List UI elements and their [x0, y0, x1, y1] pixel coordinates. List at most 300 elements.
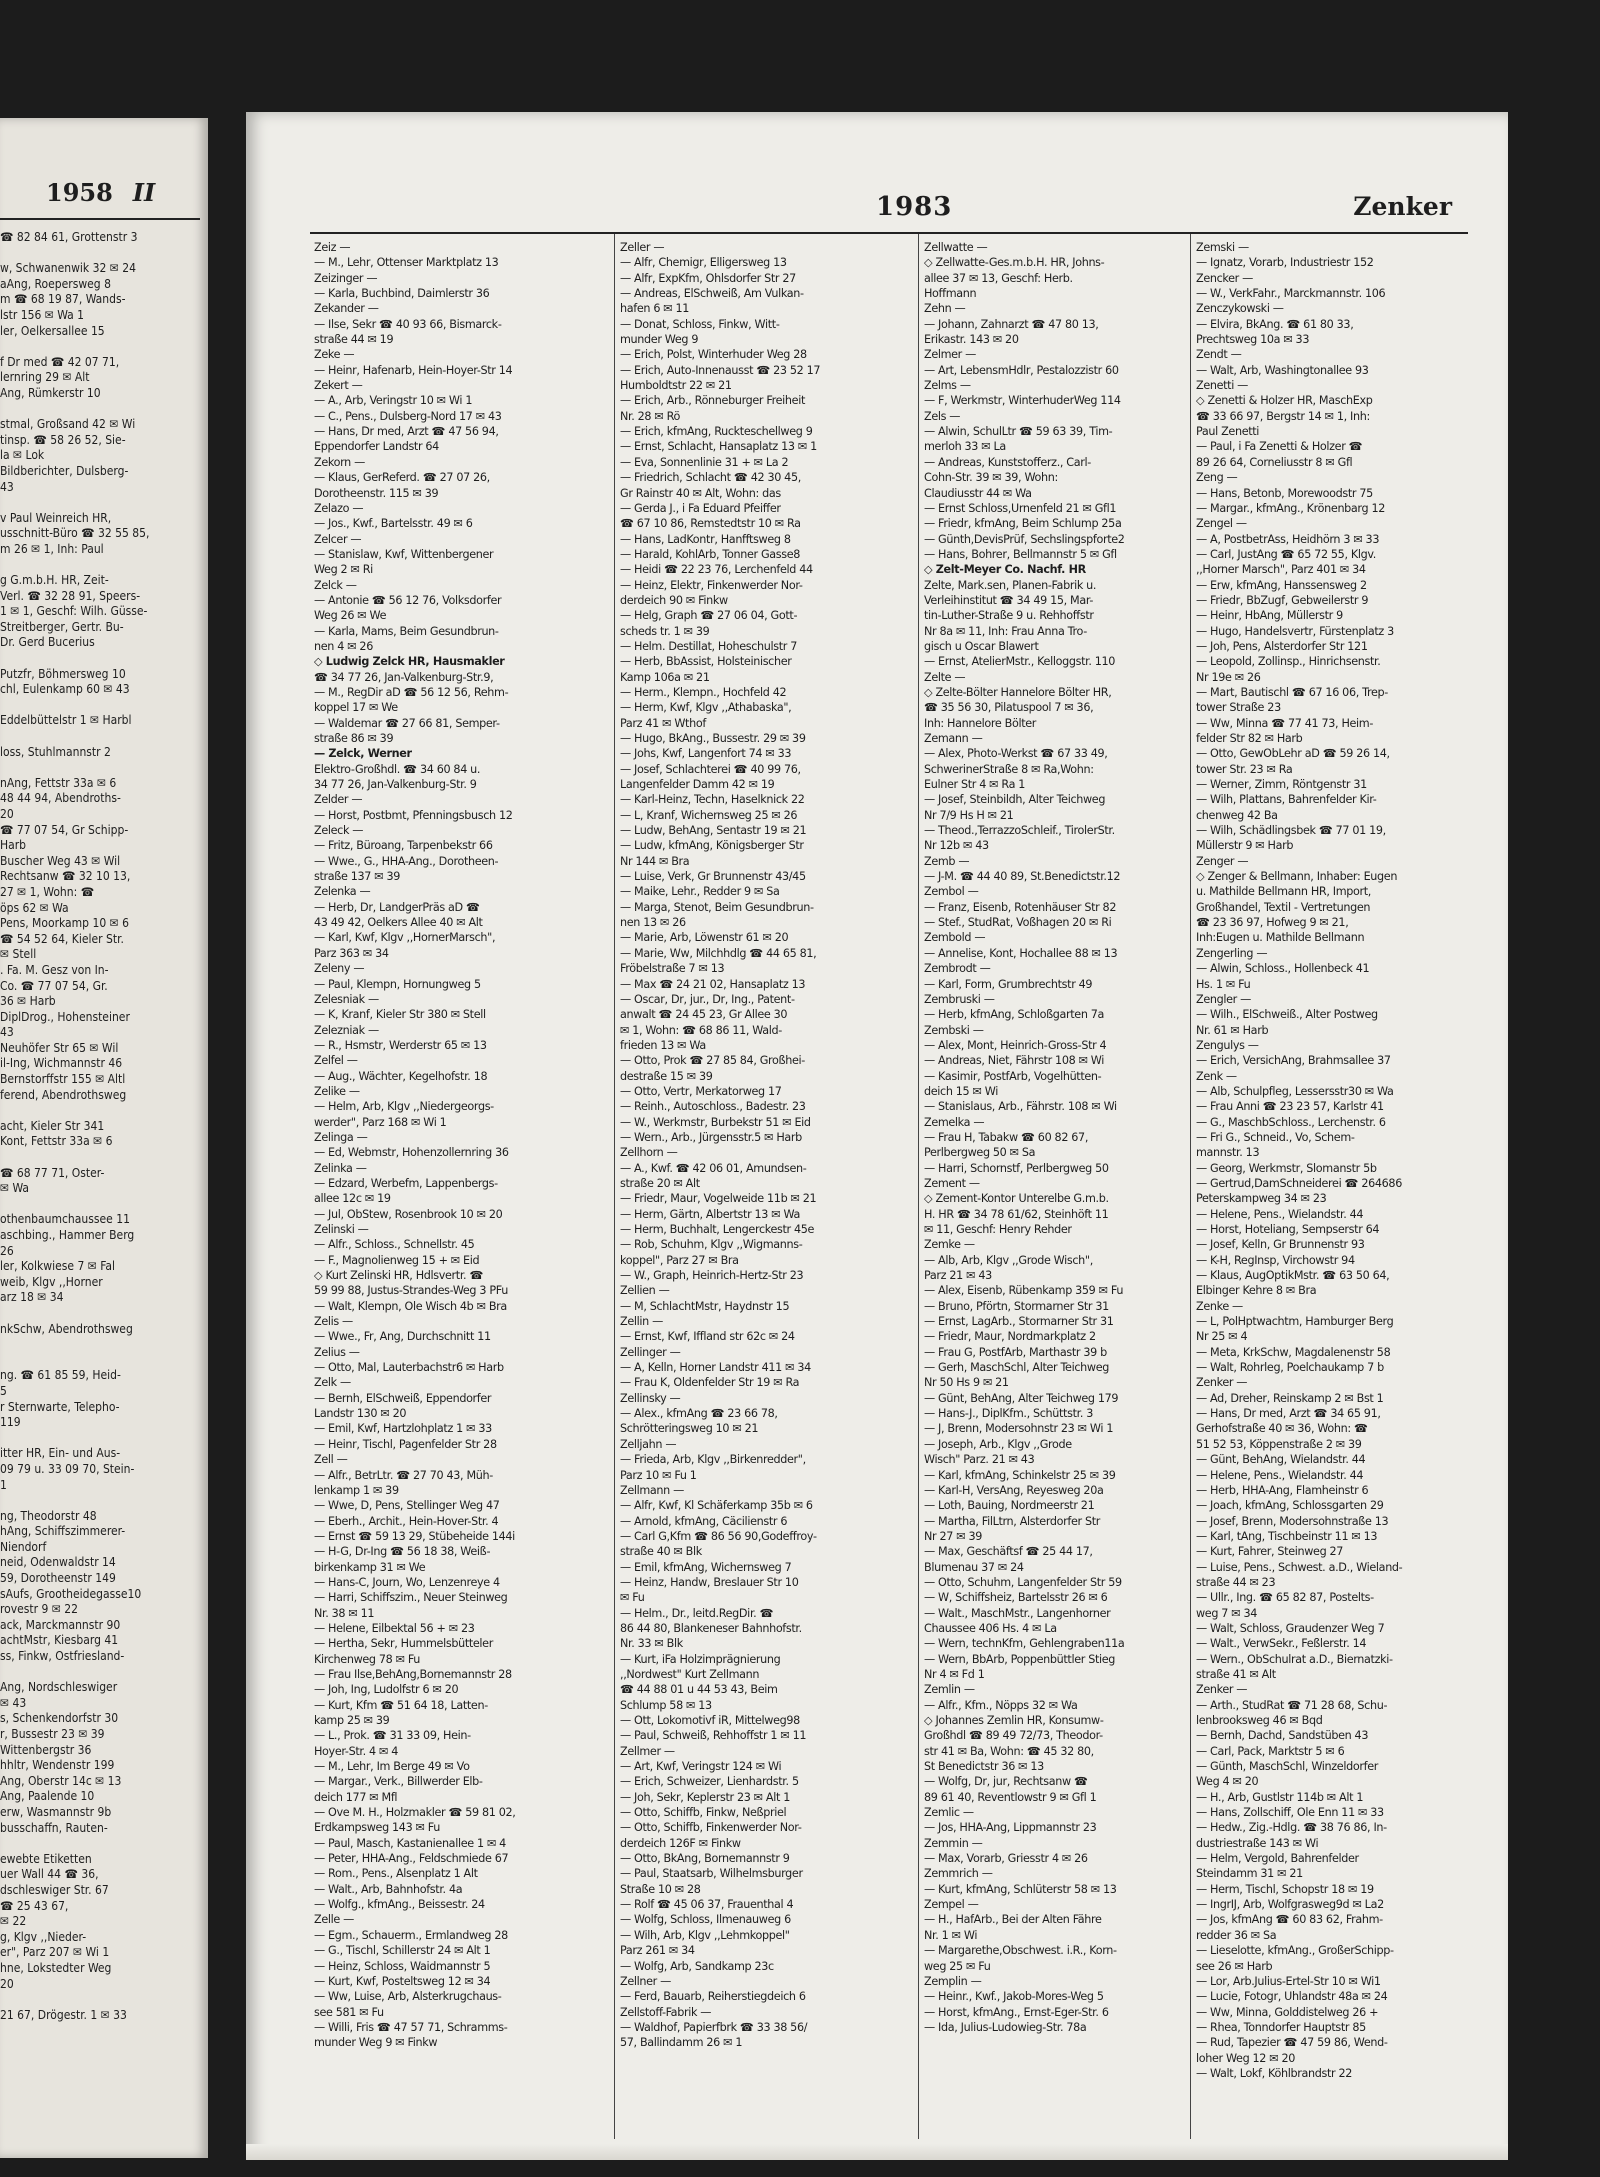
left-page-line: ✉ 43: [0, 1695, 27, 1710]
directory-entry: — Antonie ☎ 56 12 76, Volksdorfer: [314, 593, 502, 607]
surname-heading: Zeke —: [314, 348, 355, 362]
directory-entry: — Friedr, Maur, Nordmarkplatz 2: [924, 1330, 1096, 1344]
directory-entry: — L., Prok. ☎ 31 33 09, Hein-: [314, 1729, 471, 1743]
directory-entry: Paul Zenetti: [1196, 425, 1260, 439]
surname-heading: Zenk —: [1196, 1069, 1237, 1083]
directory-entry: ✉ 11, Geschf: Henry Rehder: [924, 1223, 1072, 1236]
directory-entry: — R., Hsmstr, Werderstr 65 ✉ 13: [314, 1038, 487, 1052]
directory-entry: — Paul, Masch, Kastanienallee 1 ✉ 4: [314, 1836, 506, 1850]
directory-entry: — W., Werkmstr, Burbekstr 51 ✉ Eid: [620, 1115, 811, 1129]
directory-entry: — Hans-C, Journ, Wo, Lenzenreye 4: [314, 1575, 500, 1589]
directory-entry: — M., RegDir aD ☎ 56 12 56, Rehm-: [314, 685, 509, 699]
left-page-line: [0, 1306, 200, 1322]
directory-entry: — Walt, Arb, Washingtonallee 93: [1196, 363, 1369, 377]
directory-entry: — Ludw, kfmAng, Königsberger Str: [620, 839, 804, 853]
left-page: [0, 118, 208, 2158]
directory-entry: — Alfr., Kfm., Nöpps 32 ✉ Wa: [924, 1698, 1078, 1712]
directory-entry: — Herm., Klempn., Hochfeld 42: [620, 685, 787, 699]
column-divider: [918, 234, 919, 2139]
left-page-line: 119: [0, 1415, 21, 1430]
left-page-line: [0, 1431, 200, 1447]
surname-heading: Zelesniak —: [314, 992, 379, 1006]
directory-entry: — Günt, BehAng, Alter Teichweg 179: [924, 1391, 1119, 1405]
left-page-line: ler, Kolkwiese 7 ✉ Fal: [0, 1259, 115, 1274]
directory-entry: H. HR ☎ 34 78 61/62, Steinhöft 11: [924, 1207, 1109, 1221]
left-page-line: Buscher Weg 43 ✉ Wil: [0, 853, 121, 868]
surname-heading: Zellmann —: [620, 1483, 684, 1497]
directory-entry: — Alwin, SchulLtr ☎ 59 63 39, Tim-: [924, 425, 1113, 439]
left-page-line: f Dr med ☎ 42 07 71,: [0, 354, 120, 369]
directory-entry: tin-Luther-Straße 9 u. Rehhoffstr: [924, 609, 1094, 623]
left-page-line: [0, 1103, 200, 1119]
directory-entry: — Josef, Schlachterei ☎ 40 99 76,: [620, 762, 801, 776]
directory-entry: — Paul, Schweiß, Rehhoffstr 1 ✉ 11: [620, 1729, 807, 1743]
directory-entry: Weg 26 ✉ We: [314, 609, 387, 623]
left-page-line: aAng, Roepersweg 8: [0, 276, 111, 291]
directory-entry: ☎ 35 56 30, Pilatuspool 7 ✉ 36,: [924, 701, 1094, 715]
directory-entry: weg 25 ✉ Fu: [924, 1959, 991, 1973]
surname-heading: Zelle —: [314, 1913, 354, 1927]
directory-entry: — Otto, BkAng, Bornemannstr 9: [620, 1852, 790, 1866]
directory-entry: — Heinz, Elektr, Finkenwerder Nor-: [620, 578, 803, 592]
directory-entry: — Friedr, kfmAng, Beim Schlump 25a: [924, 517, 1122, 531]
left-page-line: hne, Lokstedter Weg: [0, 1960, 112, 1975]
directory-entry: — Wern, technKfm, Gehlengraben11a: [924, 1637, 1125, 1651]
directory-entry: — Arnold, kfmAng, Cäcilienstr 6: [620, 1514, 788, 1528]
directory-entry: — Joach, kfmAng, Schlossgarten 29: [1196, 1499, 1384, 1513]
directory-column-3: [924, 240, 1216, 2035]
left-page-line: [0, 495, 200, 511]
directory-entry: kamp 25 ✉ 39: [314, 1714, 390, 1727]
directory-entry: koppel 17 ✉ We: [314, 701, 398, 715]
directory-entry: — Walt., Arb, Bahnhofstr. 4a: [314, 1882, 463, 1896]
left-page-line: 5: [0, 1383, 7, 1398]
left-page-line: weib, Klgv ,,Horner: [0, 1274, 103, 1289]
directory-entry: u. Mathilde Bellmann HR, Import,: [1196, 885, 1371, 899]
directory-entry: Großhandel, Textil - Vertretungen: [1196, 900, 1371, 914]
directory-entry: Kirchenweg 78 ✉ Fu: [314, 1652, 421, 1666]
left-page-header: [46, 178, 155, 207]
directory-entry: — Horst, kfmAng., Ernst-Eger-Str. 6: [924, 2005, 1109, 2019]
directory-entry: — Kurt, Kfm ☎ 51 64 18, Latten-: [314, 1698, 488, 1712]
directory-entry: — L, Kranf, Wichernsweg 25 ✉ 26: [620, 808, 798, 822]
column-divider: [614, 234, 615, 2139]
left-page-line: arz 18 ✉ 34: [0, 1290, 64, 1305]
directory-entry: — Walt, Lokf, Köhlbrandstr 22: [1196, 2066, 1352, 2080]
directory-entry: — L, PolHptwachtm, Hamburger Berg: [1196, 1315, 1394, 1329]
surname-heading: Zengerling —: [1196, 946, 1268, 960]
directory-entry: redder 36 ✉ Sa: [1196, 1928, 1277, 1942]
directory-entry: — Arth., StudRat ☎ 71 28 68, Schu-: [1196, 1698, 1388, 1712]
directory-entry: — Stef., StudRat, Voßhagen 20 ✉ Ri: [924, 916, 1112, 930]
directory-entry: — Hugo, Handelsvertr, Fürstenplatz 3: [1196, 624, 1394, 638]
left-page-line: Bernstorffstr 155 ✉ Altl: [0, 1072, 126, 1087]
left-page-line: w, Schwanenwik 32 ✉ 24: [0, 261, 136, 276]
surname-heading: Zelfel —: [314, 1054, 358, 1068]
surname-heading: Zeiz —: [314, 241, 351, 254]
directory-entry: — Wern., Arb., Jürgensstr.5 ✉ Harb: [620, 1130, 802, 1144]
surname-heading: Zelezniak —: [314, 1023, 379, 1037]
surname-heading: Zellhorn —: [620, 1146, 678, 1160]
directory-entry: — Günth,DevisPrüf, Sechslingspforte2: [924, 532, 1125, 546]
directory-entry: — Johs, Kwf, Langenfort 74 ✉ 33: [620, 747, 792, 761]
directory-entry: — Otto, Prok ☎ 27 85 84, Großhei-: [620, 1054, 805, 1068]
left-page-line: busschaffn, Rauten-: [0, 1820, 108, 1835]
left-page-line: 21 67, Drögestr. 1 ✉ 33: [0, 2007, 127, 2022]
surname-heading: Zemski —: [1196, 241, 1249, 254]
left-page-line: ✉ Stell: [0, 947, 37, 962]
directory-entry: Steindamm 31 ✉ 21: [1196, 1867, 1303, 1881]
directory-entry: straße 44 ✉ 19: [314, 333, 394, 347]
left-page-line: 1: [0, 1477, 7, 1492]
directory-entry: — Joseph, Arb., Klgv ,,Grode: [924, 1437, 1072, 1451]
left-page-line: [0, 1150, 200, 1166]
directory-entry: — Max, Vorarb, Griesstr 4 ✉ 26: [924, 1852, 1088, 1866]
directory-entry: — Alex., kfmAng ☎ 23 66 78,: [620, 1407, 778, 1421]
surname-heading: Zelcer —: [314, 532, 362, 546]
directory-entry: — Erich, Polst, Winterhuder Weg 28: [620, 348, 807, 362]
directory-entry: — Horst, Hoteliang, Sempserstr 64: [1196, 1223, 1380, 1236]
surname-heading: Zekert —: [314, 379, 363, 393]
surname-heading: Zemlic —: [924, 1806, 974, 1820]
left-page-line: [0, 651, 200, 667]
left-page-line: m ☎ 68 19 87, Wands-: [0, 292, 126, 307]
left-page-line: öps 62 ✉ Wa: [0, 900, 69, 915]
left-page-line: Co. ☎ 77 07 54, Gr.: [0, 978, 108, 993]
directory-entry: — Luise, Verk, Gr Brunnenstr 43/45: [620, 870, 806, 884]
directory-entry: — Gerda J., i Fa Eduard Pfeiffer: [620, 501, 781, 515]
directory-entry: — Erich, kfmAng, Ruckteschellweg 9: [620, 425, 813, 439]
directory-entry: — Heinz, Handw, Breslauer Str 10: [620, 1575, 799, 1589]
directory-entry: ,,Horner Marsch", Parz 401 ✉ 34: [1196, 563, 1366, 577]
directory-entry: — Jos, kfmAng ☎ 60 83 62, Frahm-: [1196, 1913, 1383, 1927]
directory-entry: — Friedr, BbZugf, Gebweilerstr 9: [1196, 593, 1369, 607]
directory-entry: hafen 6 ✉ 11: [620, 302, 690, 316]
left-page-line: [0, 246, 200, 262]
directory-entry: — Herb, kfmAng, Schloßgarten 7a: [924, 1008, 1105, 1022]
surname-heading: Zembruski —: [924, 992, 995, 1006]
directory-entry: Prechtsweg 10a ✉ 33: [1196, 333, 1310, 347]
surname-heading: Zelinga —: [314, 1130, 368, 1144]
left-page-line: ☎ 54 52 64, Kieler Str.: [0, 931, 124, 946]
directory-entry: — Ernst ☎ 59 13 29, Stübeheide 144i: [314, 1529, 515, 1543]
directory-entry: — Carl, JustAng ☎ 65 72 55, Klgv.: [1196, 547, 1376, 561]
directory-entry: — Hans, Dr med, Arzt ☎ 47 56 94,: [314, 425, 499, 439]
surname-heading: Zellinger —: [620, 1345, 681, 1359]
directory-entry: — Hans, Bohrer, Bellmannstr 5 ✉ Gfl: [924, 547, 1117, 561]
directory-entry: — Bernh, Dachd, Sandstüben 43: [1196, 1729, 1369, 1743]
surname-heading: Zenger —: [1196, 854, 1249, 868]
directory-entry: straße 137 ✉ 39: [314, 870, 400, 884]
directory-entry: — Joh, Sekr, Keplerstr 23 ✉ Alt 1: [620, 1790, 790, 1804]
page-header: [246, 192, 1508, 228]
surname-heading: Zelazo —: [314, 501, 364, 515]
directory-entry: — Walt., VerwSekr., Feßlerstr. 14: [1196, 1637, 1367, 1651]
surname-heading: Zellin —: [620, 1315, 663, 1329]
left-page-line: Neuhöfer Str 65 ✉ Wil: [0, 1040, 119, 1055]
directory-entry: — Hans, Dr med, Arzt ☎ 34 65 91,: [1196, 1407, 1381, 1421]
directory-entry: koppel", Parz 27 ✉ Bra: [620, 1253, 739, 1267]
directory-entry: ,,Nordwest" Kurt Zellmann: [620, 1667, 760, 1681]
directory-entry: — Ww, Minna, Golddistelweg 26 +: [1196, 2005, 1379, 2019]
surname-heading: Zemmin —: [924, 1836, 983, 1850]
directory-entry: Kamp 106a ✉ 21: [620, 670, 710, 684]
left-page-line: Ang, Paalende 10: [0, 1789, 95, 1804]
directory-entry: — Paul, Staatsarb, Wilhelmsburger: [620, 1867, 803, 1881]
header-rule: [310, 232, 1468, 234]
left-page-line: uer Wall 44 ☎ 36,: [0, 1867, 99, 1882]
directory-entry: — Ernst, Schlacht, Hansaplatz 13 ✉ 1: [620, 440, 817, 454]
directory-entry: ☎ 44 88 01 u 44 53 43, Beim: [620, 1683, 778, 1697]
directory-entry: destraße 15 ✉ 39: [620, 1069, 713, 1083]
directory-entry: — Carl, Pack, Marktstr 5 ✉ 6: [1196, 1744, 1345, 1758]
left-page-line: Verl. ☎ 32 28 91, Speers-: [0, 588, 141, 603]
directory-entry: 34 77 26, Jan-Valkenburg-Str. 9: [314, 778, 477, 792]
surname-heading: Zelinka —: [314, 1161, 367, 1175]
left-page-line: [0, 1197, 200, 1213]
left-page-line: achtMstr, Kiesbarg 41: [0, 1633, 119, 1648]
directory-entry: — Jul, ObStew, Rosenbrook 10 ✉ 20: [314, 1207, 503, 1221]
surname-heading: Zemelka —: [924, 1115, 985, 1129]
directory-entry: — J-M. ☎ 44 40 89, St.Benedictstr.12: [924, 870, 1121, 884]
left-page-line: [0, 1665, 200, 1681]
directory-entry: merloh 33 ✉ La: [924, 440, 1006, 454]
left-page-line: ✉ 22: [0, 1914, 27, 1929]
directory-entry: — Andreas, Kunststofferz., Carl-: [924, 455, 1091, 469]
directory-entry: — Wwe., G., HHA-Ang., Dorotheen-: [314, 854, 499, 868]
directory-entry: ◇ Zelte-Bölter Hannelore Bölter HR,: [924, 685, 1112, 699]
directory-entry: — Fritz, Büroang, Tarpenbekstr 66: [314, 839, 493, 853]
directory-entry: — H-G, Dr-Ing ☎ 56 18 38, Weiß-: [314, 1545, 491, 1559]
directory-entry: — Helm, Vergold, Bahrenfelder: [1196, 1852, 1359, 1866]
right-page: [246, 112, 1508, 2160]
directory-entry: ✉ 1, Wohn: ☎ 68 86 11, Wald-: [620, 1023, 782, 1037]
surname-heading: Zelius —: [314, 1345, 360, 1359]
directory-entry: gisch u Oscar Blawert: [924, 639, 1039, 653]
directory-entry: — Herm, Kwf, Klgv ,,Athabaska",: [620, 701, 792, 715]
directory-entry: — Erich, Schweizer, Lienhardstr. 5: [620, 1775, 799, 1789]
directory-entry: — Herb, HHA-Ang, Flamheinstr 6: [1196, 1483, 1369, 1497]
directory-entry: — Josef, Kelln, Gr Brunnenstr 93: [1196, 1238, 1365, 1252]
directory-entry: — Wolfg, Dr, jur, Rechtsanw ☎: [924, 1775, 1088, 1789]
directory-entry: 51 52 53, Köppenstraße 2 ✉ 39: [1196, 1437, 1362, 1451]
surname-heading: Zenke —: [1196, 1299, 1243, 1313]
directory-entry: — Rom., Pens., Alsenplatz 1 Alt: [314, 1867, 478, 1881]
directory-entry: Elbinger Kehre 8 ✉ Bra: [1196, 1284, 1317, 1298]
surname-heading: Zembski —: [924, 1023, 984, 1037]
left-page-line: neid, Odenwaldstr 14: [0, 1555, 116, 1570]
directory-entry: — K, Kranf, Kieler Str 380 ✉ Stell: [314, 1008, 486, 1022]
directory-entry: Parz 261 ✉ 34: [620, 1944, 695, 1958]
directory-entry: — Ernst, AtelierMstr., Kelloggstr. 110: [924, 655, 1116, 669]
directory-entry: — Marie, Ww, Milchhdlg ☎ 44 65 81,: [620, 946, 817, 960]
directory-entry: see 581 ✉ Fu: [314, 2005, 384, 2019]
left-page-line: lstr 156 ✉ Wa 1: [0, 307, 85, 322]
directory-entry: tower Straße 23: [1196, 701, 1281, 715]
surname-heading: Zellinsky —: [620, 1391, 681, 1405]
directory-entry: — Paul, Klempn, Hornungweg 5: [314, 977, 481, 991]
left-page-line: [0, 760, 200, 776]
left-page-line: 43: [0, 479, 14, 494]
directory-entry: — Peter, HHA-Ang., Feldschmiede 67: [314, 1852, 509, 1866]
directory-entry: — Luise, Pens., Schwest. a.D., Wieland-: [1196, 1560, 1403, 1574]
directory-entry: Nr 19e ✉ 26: [1196, 670, 1261, 684]
directory-entry: — Otto, Mal, Lauterbachstr6 ✉ Harb: [314, 1361, 504, 1375]
directory-entry: — Waldemar ☎ 27 66 81, Semper-: [314, 716, 500, 730]
left-page-line: [0, 1493, 200, 1509]
left-page-line: chl, Eulenkamp 60 ✉ 43: [0, 682, 130, 697]
directory-entry: Schlump 58 ✉ 13: [620, 1698, 712, 1712]
directory-entry: Gr Rainstr 40 ✉ Alt, Wohn: das: [620, 486, 781, 500]
directory-entry: — Donat, Schloss, Finkw, Witt-: [620, 317, 780, 331]
left-page-line: Ang, Rümkerstr 10: [0, 385, 101, 400]
surname-heading: Zehn —: [924, 302, 966, 316]
left-page-line: [0, 339, 200, 355]
left-page-line: m 26 ✉ 1, Inh: Paul: [0, 541, 104, 556]
left-page-column: [0, 230, 200, 2023]
left-page-line: rovestr 9 ✉ 22: [0, 1602, 79, 1617]
directory-entry: — Herm, Tischl, Schopstr 18 ✉ 19: [1196, 1882, 1374, 1896]
left-page-line: [0, 1992, 200, 2008]
directory-entry: Weg 2 ✉ Ri: [314, 563, 373, 577]
surname-heading: Zenczykowski —: [1196, 302, 1284, 316]
directory-entry: tower Str. 23 ✉ Ra: [1196, 762, 1293, 776]
surname-heading: Zekorn —: [314, 455, 365, 469]
directory-entry: — Stanislaus, Arb., Fährstr. 108 ✉ Wi: [924, 1100, 1117, 1114]
directory-entry: — Helm. Destillat, Hoheschulstr 7: [620, 639, 797, 653]
surname-heading: Zelmer —: [924, 348, 976, 362]
directory-entry: — Joh, Ing, Ludolfstr 6 ✉ 20: [314, 1683, 459, 1697]
directory-entry: — Rud, Tapezier ☎ 47 59 86, Wend-: [1196, 2036, 1388, 2050]
directory-entry: — G., MaschbSchloss., Lerchenstr. 6: [1196, 1115, 1386, 1129]
directory-entry: — Harald, KohlArb, Tonner Gasse8: [620, 547, 801, 561]
surname-heading: Zelike —: [314, 1084, 360, 1098]
directory-entry: — M., Lehr, Ottenser Marktplatz 13: [314, 256, 499, 270]
directory-entry: — Wilh, Arb, Klgv ,,Lehmkoppel": [620, 1928, 790, 1942]
left-page-line: r, Bussestr 23 ✉ 39: [0, 1727, 105, 1741]
directory-entry: ☎ 33 66 97, Bergstr 14 ✉ 1, Inh:: [1196, 409, 1370, 423]
directory-entry: — Alex, Eisenb, Rübenkamp 359 ✉ Fu: [924, 1284, 1124, 1298]
directory-entry: ◇ Johannes Zemlin HR, Konsumw-: [924, 1714, 1104, 1727]
directory-entry: werder", Parz 168 ✉ Wi 1: [314, 1115, 447, 1129]
directory-entry: — Egm., Schauerm., Ermlandweg 28: [314, 1928, 508, 1942]
surname-heading: Zelk —: [314, 1376, 351, 1390]
directory-entry: — Helene, Pens., Wielandstr. 44: [1196, 1468, 1364, 1482]
directory-entry: straße 40 ✉ Blk: [620, 1545, 702, 1559]
directory-entry: — Alex, Mont, Heinrich-Gross-Str 4: [924, 1038, 1107, 1052]
directory-entry: Parz 363 ✉ 34: [314, 946, 389, 960]
left-page-line: [0, 1337, 200, 1353]
directory-entry: — Otto, Schiffb, Finkenwerder Nor-: [620, 1821, 802, 1835]
directory-entry: straße 86 ✉ 39: [314, 732, 394, 745]
directory-entry: — Harri, Schornstf, Perlbergweg 50: [924, 1161, 1109, 1175]
directory-entry: — Ignatz, Vorarb, Industriestr 152: [1196, 256, 1374, 270]
surname-heading: Zeizinger —: [314, 271, 378, 285]
directory-entry: — Karl, kfmAng, Schinkelstr 25 ✉ 39: [924, 1468, 1116, 1482]
left-page-line: 1 ✉ 1, Geschf: Wilh. Güsse-: [0, 604, 148, 619]
directory-entry: dustriestraße 143 ✉ Wi: [1196, 1836, 1319, 1850]
directory-entry: — Alfr, Kwf, Kl Schäferkamp 35b ✉ 6: [620, 1499, 813, 1513]
directory-entry: — Frau H, Tabakw ☎ 60 82 67,: [924, 1130, 1089, 1144]
directory-entry: — Wwe., Fr, Ang, Durchschnitt 11: [314, 1330, 491, 1344]
surname-heading: Zeleny —: [314, 962, 365, 976]
directory-entry: — IngrIJ, Arb, Wolfgrasweg9d ✉ La2: [1196, 1898, 1384, 1912]
directory-entry: Nr 27 ✉ 39: [924, 1529, 982, 1543]
directory-entry: Nr. 38 ✉ 11: [314, 1606, 375, 1620]
directory-entry: — Herm, Gärtn, Albertstr 13 ✉ Wa: [620, 1207, 800, 1221]
directory-entry: loher Weg 12 ✉ 20: [1196, 2051, 1296, 2065]
surname-heading: Zelck —: [314, 578, 357, 592]
directory-entry: — Otto, Schiffb, Finkw, Neßpriel: [620, 1806, 787, 1820]
directory-entry: — Harri, Schiffszim., Neuer Steinweg: [314, 1591, 508, 1605]
directory-entry: — Eberh., Archit., Hein-Hover-Str. 4: [314, 1514, 499, 1528]
directory-column-1: [314, 240, 606, 2051]
left-page-line: 20: [0, 1976, 14, 1991]
directory-entry: ☎ 34 77 26, Jan-Valkenburg-Str.9,: [314, 670, 494, 684]
directory-entry: — Marga, Stenot, Beim Gesundbrun-: [620, 900, 814, 914]
directory-entry: Humboldtstr 22 ✉ 21: [620, 379, 732, 393]
left-header-rule: [0, 218, 200, 220]
directory-entry: — Heinz, Schloss, Waidmannstr 5: [314, 1959, 491, 1973]
surname-heading: Zelinski —: [314, 1223, 369, 1236]
directory-entry: — K-H, RegInsp, Virchowstr 94: [1196, 1253, 1355, 1267]
directory-entry: — Heinr, HbAng, Müllerstr 9: [1196, 609, 1343, 623]
directory-entry: — Gerh, MaschSchl, Alter Teichweg: [924, 1361, 1109, 1375]
directory-entry: Nr 7/9 Hs H ✉ 21: [924, 808, 1014, 822]
left-page-year: 1958: [46, 178, 113, 207]
directory-entry: — Hedw., Zig.-Hdlg. ☎ 38 76 86, In-: [1196, 1821, 1387, 1835]
directory-entry: 89 61 40, Reventlowstr 9 ✉ Gfl 1: [924, 1790, 1097, 1804]
left-page-line: othenbaumchaussee 11: [0, 1212, 130, 1227]
directory-entry: straße 41 ✉ Alt: [1196, 1667, 1276, 1681]
directory-entry: — Annelise, Kont, Hochallee 88 ✉ 13: [924, 946, 1118, 960]
surname-heading: Zelljahn —: [620, 1437, 677, 1451]
directory-entry: — Frau G, PostfArb, Marthastr 39 b: [924, 1345, 1107, 1359]
directory-entry: — Elvira, BkAng. ☎ 61 80 33,: [1196, 317, 1354, 331]
directory-entry: — Otto, Schuhm, Langenfelder Str 59: [924, 1575, 1122, 1589]
left-page-line: Ang, Oberstr 14c ✉ 13: [0, 1773, 122, 1788]
left-page-line: [0, 698, 200, 714]
surname-heading: Zelis —: [314, 1315, 353, 1329]
directory-entry: — Gertrud,DamSchneiderei ☎ 264686: [1196, 1176, 1402, 1190]
directory-entry: — Meta, KrkSchw, Magdalenenstr 58: [1196, 1345, 1391, 1359]
left-page-line: Harb: [0, 838, 27, 853]
surname-heading: Zeller —: [620, 241, 665, 254]
directory-entry: 86 44 80, Blankeneser Bahnhofstr.: [620, 1621, 802, 1635]
directory-entry: — Erich, VersichAng, Brahmsallee 37: [1196, 1054, 1391, 1068]
directory-entry: Nr. 28 ✉ Rö: [620, 409, 681, 423]
directory-entry: — Wern., ObSchulrat a.D., Biernatzki-: [1196, 1652, 1393, 1666]
directory-entry: ◇ Zellwatte-Ges.m.b.H. HR, Johns-: [924, 256, 1105, 270]
directory-entry: — F., Magnolienweg 15 + ✉ Eid: [314, 1253, 480, 1267]
directory-entry: Nr. 61 ✉ Harb: [1196, 1023, 1269, 1037]
directory-entry: — Alwin, Schloss., Hollenbeck 41: [1196, 962, 1370, 976]
directory-entry: — Kasimir, PostfArb, Vogelhütten-: [924, 1069, 1102, 1083]
directory-entry: — C., Pens., Dulsberg-Nord 17 ✉ 43: [314, 409, 502, 423]
surname-heading: Zemplin —: [924, 1974, 982, 1988]
left-page-line: hhltr, Wendenstr 199: [0, 1758, 115, 1773]
directory-entry: — Bernh, ElSchweiß, Eppendorfer: [314, 1391, 492, 1405]
left-page-line: er", Parz 207 ✉ Wi 1: [0, 1945, 110, 1960]
directory-entry: — Erich, Arb., Rönneburger Freiheit: [620, 394, 805, 408]
directory-entry: — Günt, BehAng, Wielandstr. 44: [1196, 1453, 1366, 1467]
directory-entry: — Herm, Buchhalt, Lengerckestr 45e: [620, 1223, 815, 1236]
directory-entry: Hoyer-Str. 4 ✉ 4: [314, 1744, 398, 1758]
surname-heading: Zeleck —: [314, 824, 364, 838]
left-page-line: Streitberger, Gertr. Bu-: [0, 619, 124, 634]
directory-entry: — Ove M. H., Holzmakler ☎ 59 81 02,: [314, 1806, 516, 1820]
directory-entry: — Reinh., Autoschloss., Badestr. 23: [620, 1100, 806, 1114]
